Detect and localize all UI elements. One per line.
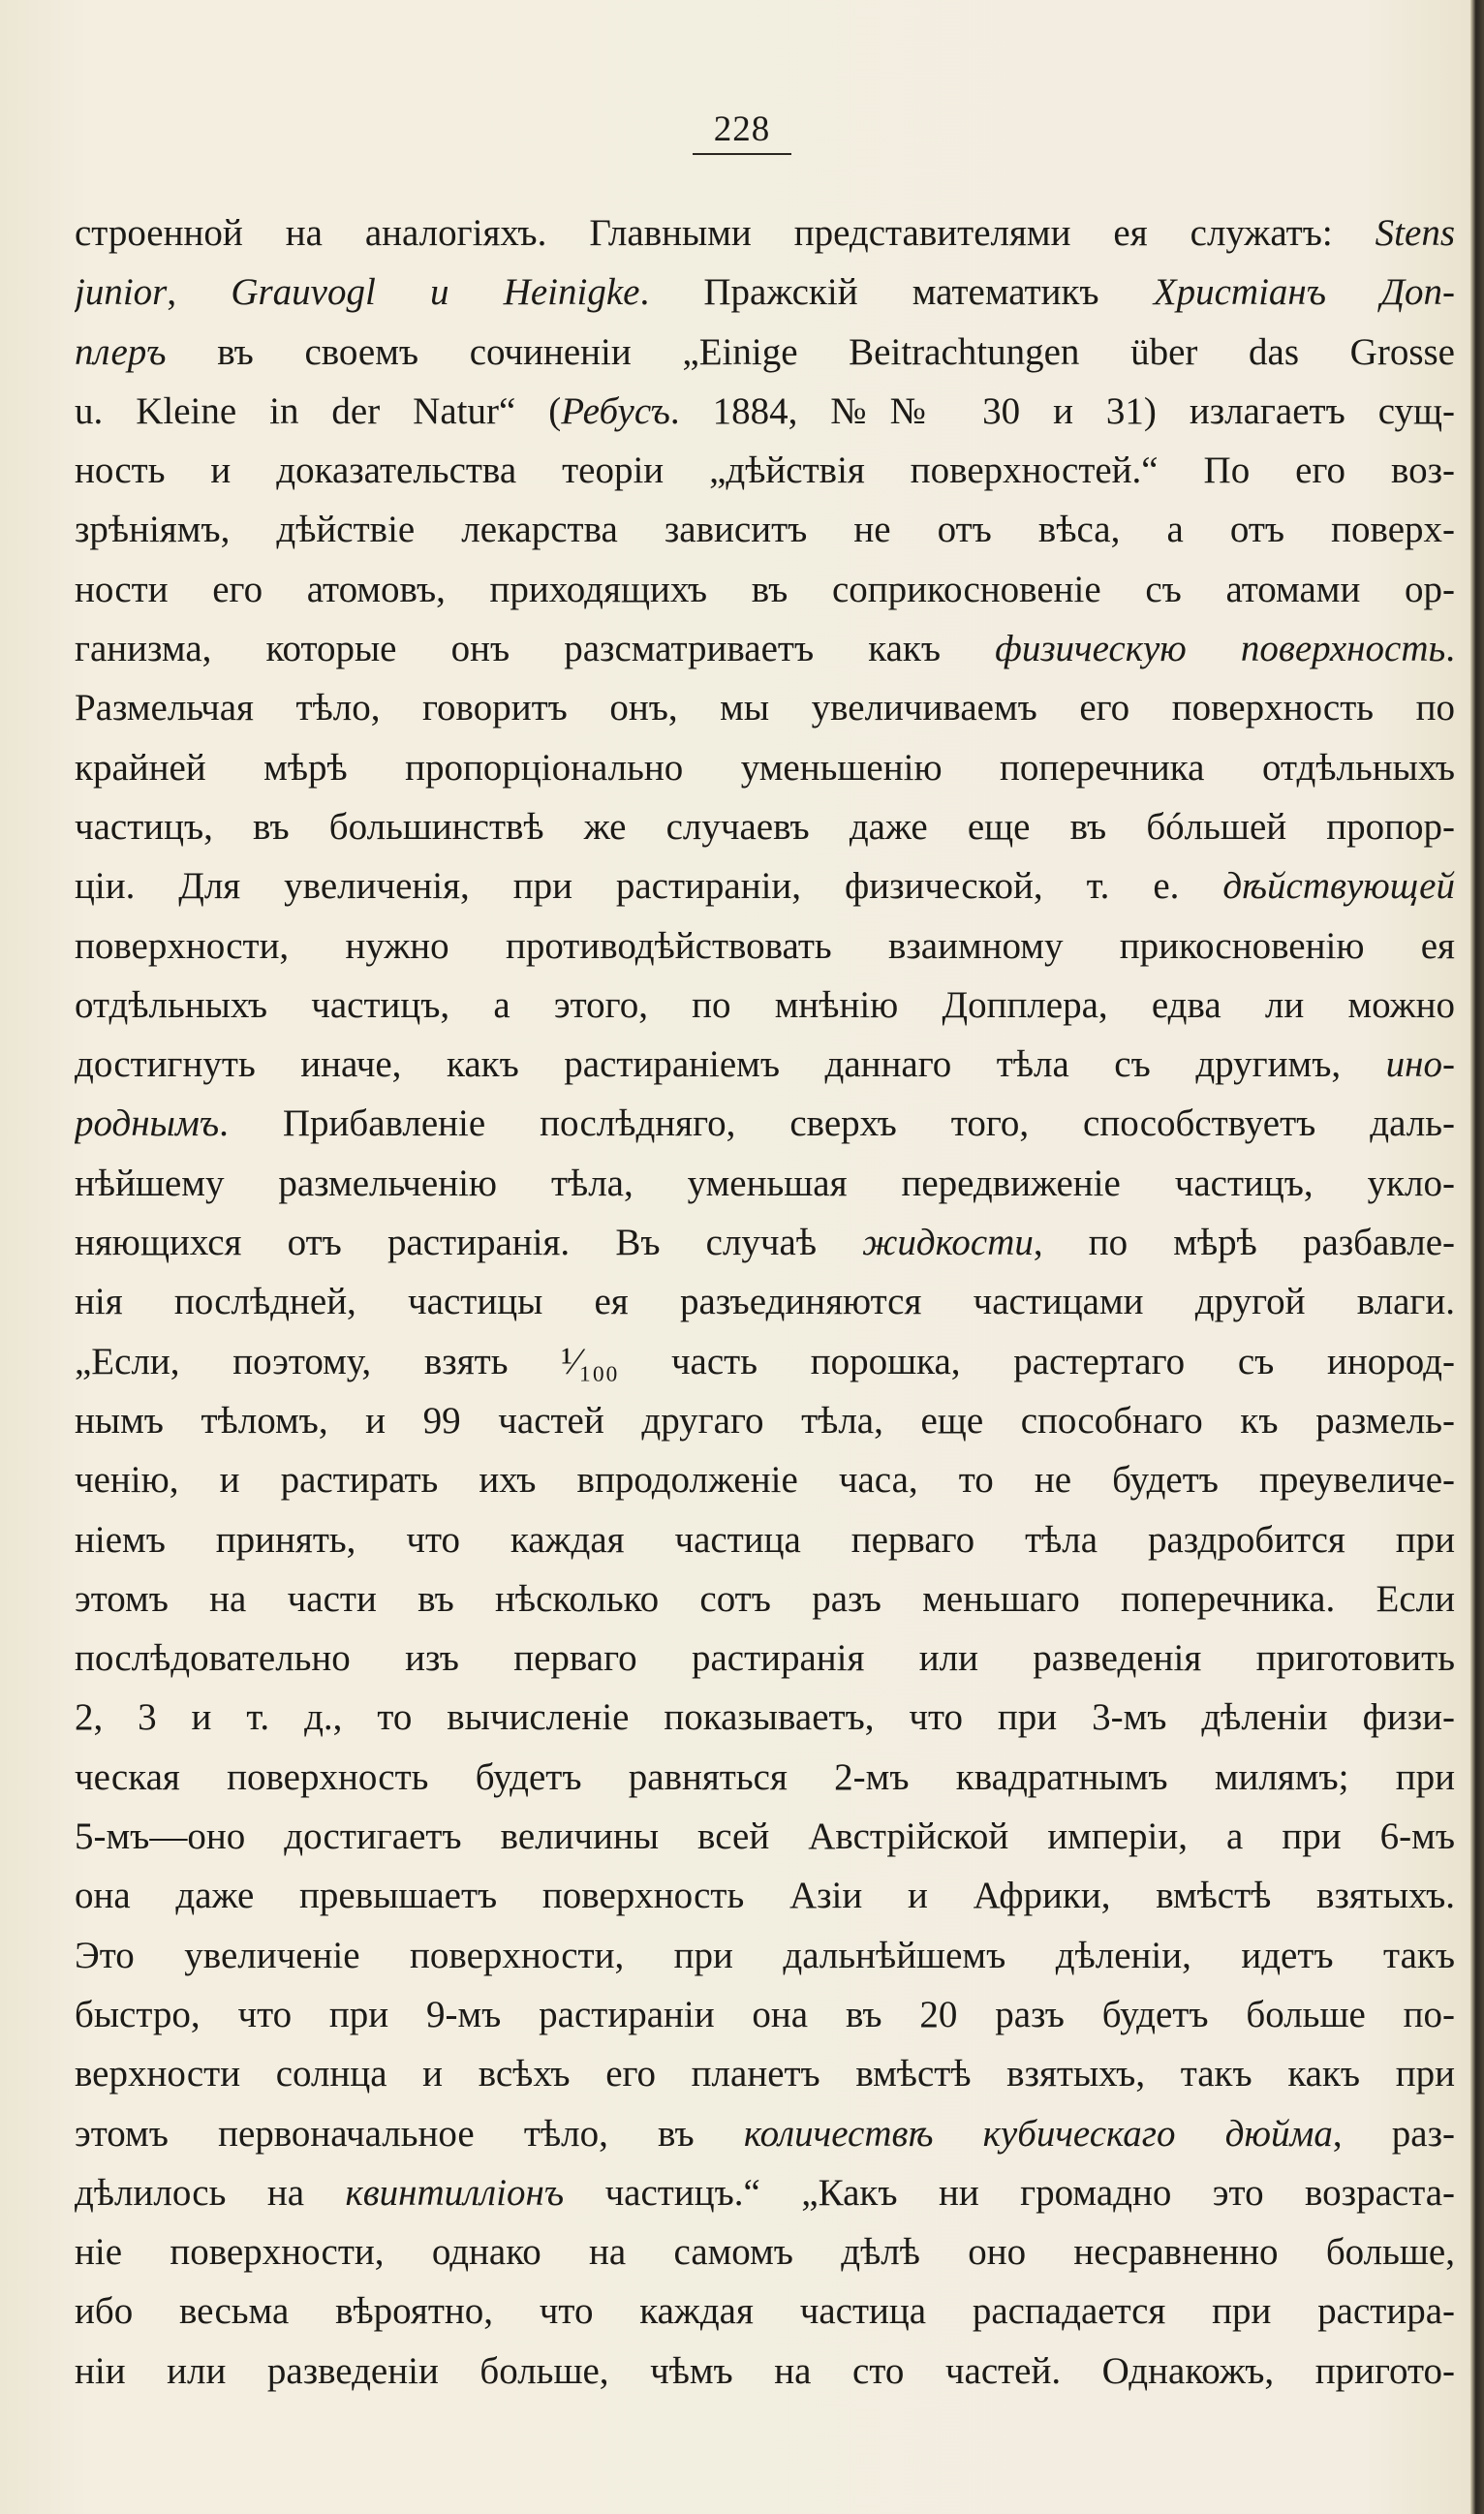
body-text (75, 203, 1455, 2401)
text-line (75, 500, 1455, 559)
italic-text-segment: ино- (1385, 1043, 1455, 1086)
text-line (75, 1807, 1455, 1866)
text-segment: няющихся отъ растиранія. Въ случаѣ (75, 1222, 863, 1264)
text-line (75, 263, 1455, 322)
text-segment: крайней мѣрѣ пропорціонально уменьшенію поперечника отдѣльныхъ (75, 746, 1455, 789)
page-edge (1470, 0, 1484, 2514)
text-line (75, 976, 1455, 1035)
text-segment: ніемъ принять, что каждая частица перваго тѣла раздробится при (75, 1518, 1455, 1561)
text-line (75, 856, 1455, 916)
italic-text-segment: роднымъ (75, 1102, 220, 1145)
text-line (75, 1391, 1455, 1450)
text-line (75, 2281, 1455, 2341)
text-line (75, 203, 1455, 263)
text-line (75, 1213, 1455, 1272)
text-segment: ніе поверхности, однако на самомъ дѣлѣ оно несравненно больше, (75, 2231, 1455, 2274)
text-line (75, 1510, 1455, 1569)
text-line (75, 1688, 1455, 1747)
text-segment: поверхности, нужно противодѣйствовать взаимному прикосновенію ея (75, 924, 1455, 967)
text-segment: быстро, что при 9-мъ растираніи она въ 20 разъ будетъ больше по- (75, 1993, 1455, 2035)
text-line (75, 738, 1455, 797)
text-segment: , по мѣрѣ разбавле- (1033, 1222, 1455, 1264)
text-line (75, 382, 1455, 441)
text-segment: . Пражскій математикъ (639, 271, 1154, 314)
text-segment: она даже превышаетъ поверхность Азіи и Африки, вмѣстѣ взятыхъ. (75, 1875, 1455, 1917)
text-segment: Это увеличеніе поверхности, при дальнѣйшемъ дѣленіи, идетъ такъ (75, 1934, 1455, 1976)
text-line (75, 2222, 1455, 2281)
italic-text-segment: количествѣ кубическаго дюйма (743, 2112, 1333, 2155)
text-line (75, 1926, 1455, 1985)
italic-text-segment: квинтилліонъ (345, 2171, 565, 2214)
text-segment: нымъ тѣломъ, и 99 частей другаго тѣла, еще способнаго къ размель- (75, 1399, 1455, 1442)
text-line (75, 916, 1455, 976)
text-segment: этомъ на части въ нѣсколько сотъ разъ меньшаго поперечника. Если (75, 1577, 1455, 1620)
text-segment: частицъ.“ „Какъ ни громадно это возраста- (564, 2171, 1455, 2214)
text-line (75, 2104, 1455, 2163)
italic-text-segment: физическую поверхность (995, 628, 1446, 670)
text-segment: u. Kleine in der Natur“ ( (75, 389, 562, 432)
text-line (75, 619, 1455, 678)
text-segment: нѣйшему размельченію тѣла, уменьшая передвиженіе частицъ, укло- (75, 1162, 1455, 1204)
text-line (75, 1629, 1455, 1688)
text-line (75, 2044, 1455, 2103)
text-segment: ности его атомовъ, приходящихъ въ соприкосновеніе съ атомами ор- (75, 568, 1455, 610)
text-line (75, 1154, 1455, 1213)
text-line (75, 323, 1455, 382)
text-segment: ность и доказательства теоріи „дѣйствія поверхностей.“ По его воз- (75, 450, 1455, 492)
italic-text-segment: Ребусъ (561, 389, 670, 432)
text-line (75, 1035, 1455, 1094)
italic-text-segment: жидкости (862, 1222, 1034, 1264)
page-number: 228 (693, 109, 792, 155)
text-segment: . (1445, 628, 1455, 670)
text-line (75, 1866, 1455, 1925)
text-segment: дѣлилось на (75, 2171, 346, 2214)
italic-text-segment: junior (75, 271, 168, 314)
text-line (75, 560, 1455, 619)
text-segment: этомъ первоначальное тѣло, въ (75, 2112, 744, 2155)
text-line (75, 1094, 1455, 1153)
text-segment: въ своемъ сочиненіи „Einige Beitrachtungen über das Grosse (166, 330, 1455, 373)
text-segment: ніи или разведеніи больше, чѣмъ на сто частей. Однакожъ, пригото- (75, 2349, 1455, 2392)
italic-text-segment: Stens (1375, 212, 1455, 254)
text-segment: достигнуть иначе, какъ растираніемъ даннаго тѣла съ другимъ, (75, 1043, 1386, 1086)
text-line (75, 1332, 1455, 1391)
text-segment: 5-мъ—оно достигаетъ величины всей Австрійской имперіи, а при 6-мъ (75, 1816, 1455, 1858)
text-segment: . Прибавленіе послѣдняго, сверхъ того, способствуетъ даль- (219, 1102, 1455, 1145)
text-segment: зрѣніямъ, дѣйствіе лекарства зависитъ не отъ вѣса, а отъ поверх- (75, 509, 1455, 551)
text-segment: ченію, и растирать ихъ впродолженіе часа, то не будетъ преувеличе- (75, 1459, 1455, 1502)
text-segment: „Если, поэтому, взять ¹⁄₁₀₀ часть порошка, растертаго съ инород- (75, 1340, 1455, 1382)
text-segment: строенной на аналогіяхъ. Главными представителями ея служатъ: (75, 212, 1376, 254)
text-segment: , раз- (1332, 2112, 1455, 2155)
text-line (75, 678, 1455, 737)
text-line (75, 441, 1455, 500)
text-line (75, 1450, 1455, 1509)
text-segment: частицъ, въ большинствѣ же случаевъ даже еще въ бóльшей пропор- (75, 805, 1455, 848)
text-line (75, 1985, 1455, 2044)
text-segment: послѣдовательно изъ перваго растиранія или разведенія приготовить (75, 1637, 1455, 1680)
text-line (75, 2163, 1455, 2222)
text-segment: верхности солнца и всѣхъ его планетъ вмѣстѣ взятыхъ, такъ какъ при (75, 2053, 1455, 2095)
text-segment: нія послѣдней, частицы ея разъединяются частицами другой влаги. (75, 1281, 1455, 1323)
italic-text-segment: плеръ (75, 330, 167, 373)
text-line (75, 797, 1455, 856)
italic-text-segment: дѣйствующей (1222, 865, 1455, 908)
text-segment: , (167, 271, 232, 314)
text-segment: Размельчая тѣло, говоритъ онъ, мы увеличиваемъ его поверхность по (75, 687, 1455, 729)
text-segment: ибо весьма вѣроятно, что каждая частица распадается при растира- (75, 2290, 1455, 2333)
text-line (75, 1569, 1455, 1629)
text-segment: ческая поверхность будетъ равняться 2-мъ квадратнымъ милямъ; при (75, 1755, 1455, 1798)
page-header (0, 109, 1484, 155)
text-segment: ганизма, которые онъ разсматриваетъ какъ (75, 628, 996, 670)
text-segment: ціи. Для увеличенія, при растираніи, физической, т. е. (75, 865, 1223, 908)
italic-text-segment: Grauvogl и Heinigke (231, 271, 640, 314)
text-line (75, 2342, 1455, 2401)
text-segment: 2, 3 и т. д., то вычисленіе показываетъ, что при 3-мъ дѣленіи физи- (75, 1696, 1455, 1739)
text-line (75, 1272, 1455, 1331)
text-segment: . 1884, №№ 30 и 31) излагаетъ сущ- (669, 389, 1455, 432)
text-segment: отдѣльныхъ частицъ, а этого, по мнѣнію Допплера, едва ли можно (75, 983, 1455, 1026)
italic-text-segment: Христіанъ Доп- (1153, 271, 1455, 314)
text-line (75, 1748, 1455, 1807)
